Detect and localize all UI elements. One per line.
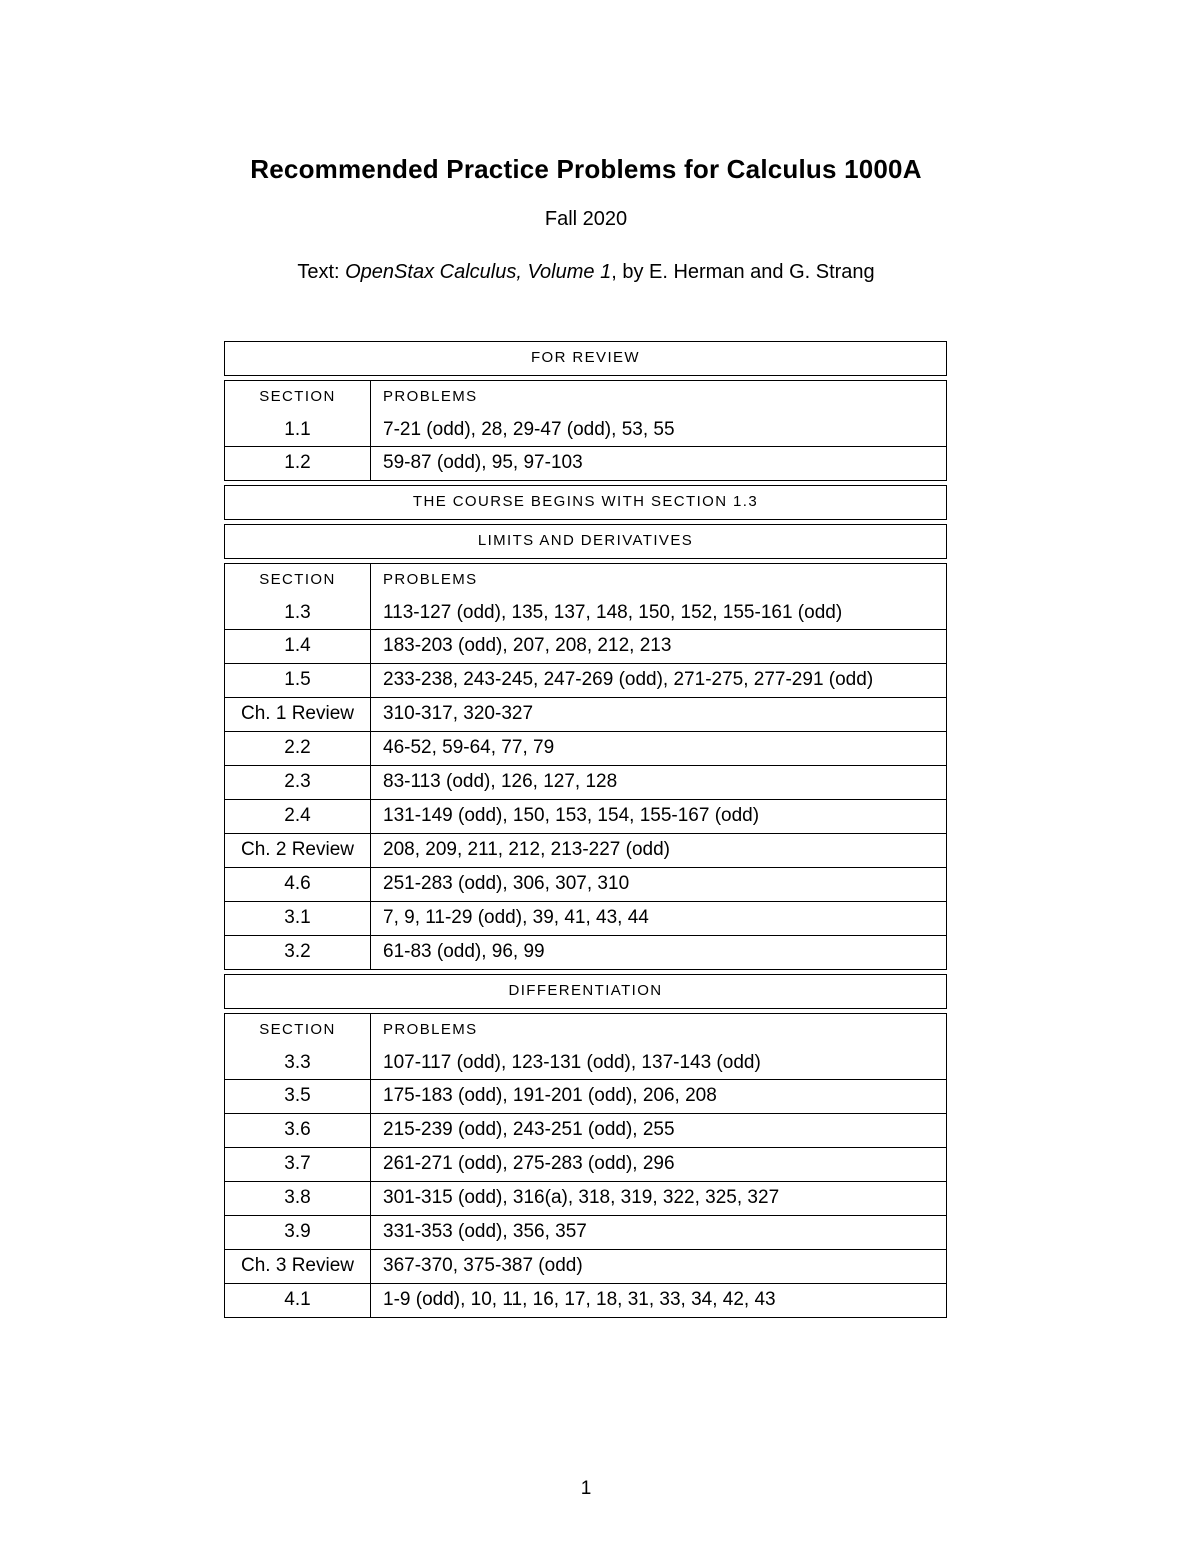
section-cell: 4.1	[225, 1284, 371, 1317]
table-row	[225, 1079, 946, 1113]
problems-header: PROBLEMS	[383, 388, 478, 405]
section-cell: 1.4	[225, 630, 371, 663]
section-cell: 1.3	[225, 597, 371, 630]
term-label: Fall 2020	[544, 208, 628, 230]
table-row	[225, 867, 946, 901]
limits-block	[224, 563, 947, 970]
table-row	[225, 1249, 946, 1283]
banner-limits-and-derivatives: LIMITS AND DERIVATIVES	[224, 524, 947, 559]
section-cell: Ch. 2 Review	[225, 834, 371, 867]
problems-cell: 233-238, 243-245, 247-269 (odd), 271-275, 277-291 (odd)	[383, 669, 874, 690]
section-cell: 2.2	[225, 732, 371, 765]
textbook-authors: , by E. Herman and G. Strang	[611, 261, 875, 283]
table-row	[225, 1113, 946, 1147]
section-header: SECTION	[225, 1014, 371, 1047]
problems-cell: 261-271 (odd), 275-283 (odd), 296	[383, 1153, 675, 1174]
problems-header: PROBLEMS	[383, 1021, 478, 1038]
page-number: 1	[580, 1478, 592, 1499]
section-header: SECTION	[225, 381, 371, 414]
section-cell: 3.5	[225, 1080, 371, 1113]
table-row	[225, 597, 946, 630]
problems-cell: 83-113 (odd), 126, 127, 128	[383, 771, 618, 792]
problems-cell: 175-183 (odd), 191-201 (odd), 206, 208	[383, 1085, 717, 1106]
table-row	[225, 935, 946, 969]
table-row	[225, 446, 946, 480]
table-row	[225, 731, 946, 765]
table-row	[225, 1215, 946, 1249]
section-cell: Ch. 1 Review	[225, 698, 371, 731]
table-row	[225, 414, 946, 447]
review-block	[224, 380, 947, 481]
section-cell: 3.9	[225, 1216, 371, 1249]
textbook-line	[0, 261, 1172, 284]
table-row	[225, 833, 946, 867]
header-row	[225, 381, 946, 414]
section-cell: 3.6	[225, 1114, 371, 1147]
table-row	[225, 663, 946, 697]
problems-table	[224, 341, 947, 1322]
section-cell: 2.4	[225, 800, 371, 833]
table-row	[225, 1283, 946, 1317]
problems-cell: 301-315 (odd), 316(a), 318, 319, 322, 325, 327	[383, 1187, 780, 1208]
banner-differentiation: DIFFERENTIATION	[224, 974, 947, 1009]
header-row	[225, 564, 946, 597]
problems-cell: 61-83 (odd), 96, 99	[383, 941, 545, 962]
banner-for-review: FOR REVIEW	[224, 341, 947, 376]
problems-cell: 251-283 (odd), 306, 307, 310	[383, 873, 630, 894]
section-cell: 4.6	[225, 868, 371, 901]
problems-cell: 113-127 (odd), 135, 137, 148, 150, 152, 155-161 (odd)	[383, 601, 843, 623]
problems-cell: 1-9 (odd), 10, 11, 16, 17, 18, 31, 33, 34, 42, 43	[383, 1289, 776, 1310]
section-cell: 1.1	[225, 414, 371, 447]
section-cell: Ch. 3 Review	[225, 1250, 371, 1283]
problems-cell: 367-370, 375-387 (odd)	[383, 1255, 583, 1276]
problems-cell: 7, 9, 11-29 (odd), 39, 41, 43, 44	[383, 907, 649, 928]
table-row	[225, 1047, 946, 1080]
table-row	[225, 901, 946, 935]
section-cell: 3.7	[225, 1148, 371, 1181]
table-row	[225, 765, 946, 799]
section-header: SECTION	[225, 564, 371, 597]
table-row	[225, 1147, 946, 1181]
table-row	[225, 799, 946, 833]
problems-cell: 131-149 (odd), 150, 153, 154, 155-167 (odd)	[383, 805, 760, 826]
problems-cell: 107-117 (odd), 123-131 (odd), 137-143 (odd)	[383, 1051, 761, 1073]
differentiation-block	[224, 1013, 947, 1318]
textbook-title: OpenStax Calculus, Volume 1	[345, 261, 612, 283]
section-cell: 3.3	[225, 1047, 371, 1080]
table-row	[225, 629, 946, 663]
section-cell: 3.1	[225, 902, 371, 935]
problems-cell: 7-21 (odd), 28, 29-47 (odd), 53, 55	[383, 418, 675, 440]
problems-cell: 183-203 (odd), 207, 208, 212, 213	[383, 635, 672, 656]
problems-header: PROBLEMS	[383, 571, 478, 588]
section-cell: 3.8	[225, 1182, 371, 1215]
problems-cell: 208, 209, 211, 212, 213-227 (odd)	[383, 839, 670, 860]
document-title: Recommended Practice Problems for Calculus 1000A	[250, 154, 922, 184]
problems-cell: 59-87 (odd), 95, 97-103	[383, 452, 583, 473]
section-cell: 2.3	[225, 766, 371, 799]
section-cell: 3.2	[225, 936, 371, 969]
banner-course-begins: THE COURSE BEGINS WITH SECTION 1.3	[224, 485, 947, 520]
table-row	[225, 697, 946, 731]
header-row	[225, 1014, 946, 1047]
section-cell: 1.5	[225, 664, 371, 697]
problems-cell: 46-52, 59-64, 77, 79	[383, 737, 555, 758]
problems-cell: 331-353 (odd), 356, 357	[383, 1221, 587, 1242]
textbook-prefix: Text:	[297, 261, 346, 283]
table-row	[225, 1181, 946, 1215]
section-cell: 1.2	[225, 447, 371, 480]
problems-cell: 215-239 (odd), 243-251 (odd), 255	[383, 1119, 675, 1140]
problems-cell: 310-317, 320-327	[383, 703, 534, 724]
